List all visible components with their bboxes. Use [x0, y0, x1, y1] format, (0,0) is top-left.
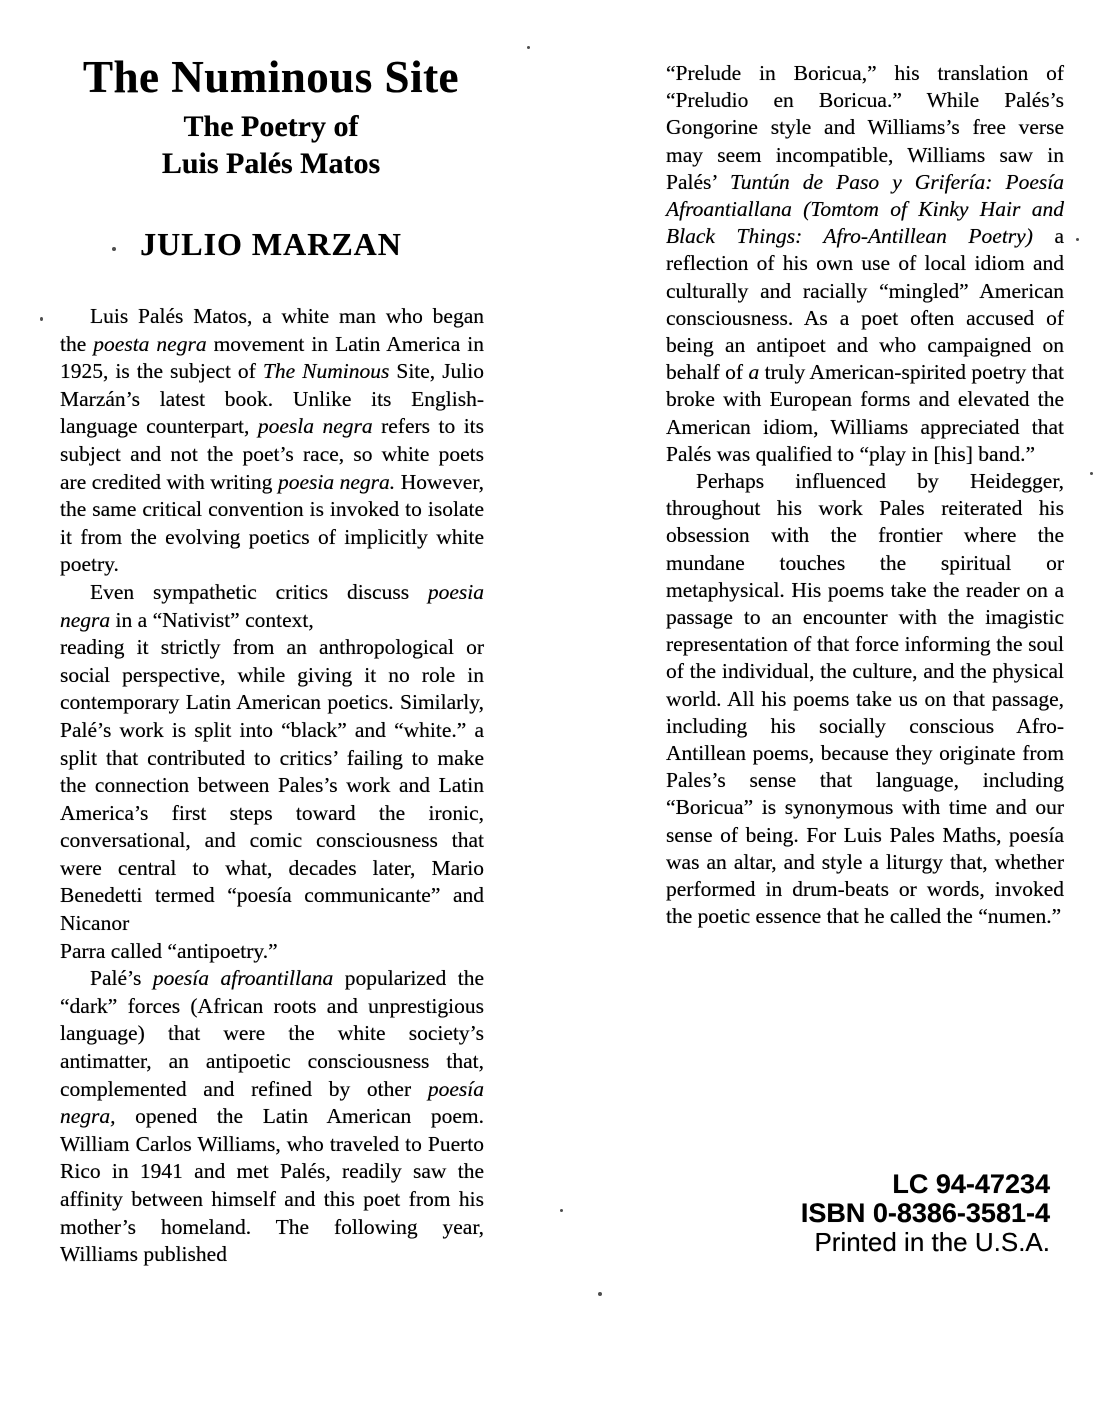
- italic-text-run: poesia negra.: [277, 469, 396, 494]
- text-run: opened the Latin American poem. William Carlos Williams, who traveled to Puerto Rico in 1941 and met Palés, readily saw the affinity between himself and this poet from his mother’s homeland. The following year, Williams published: [60, 1104, 484, 1267]
- paragraph: [60, 634, 484, 938]
- paragraph: [666, 60, 1064, 468]
- isbn-number: ISBN 0-8386-3581-4: [800, 1198, 1050, 1228]
- text-run: Perhaps influenced by Heidegger, throughout his work Pales reiterated his obsession with the frontier where the mundane touches the spiritual or metaphysical. His poems take the reader on a passage to an encounter with the imagistic representation of that force informing the soul of the individual, the culture, and the physical world. All his poems take us on that passage, including his socially conscious Afro-Antillean poems, because they originate from Pales’s sense that language, including “Boricua” is synonymous with time and our sense of being. For Luis Pales Maths, poesía was an altar, and style a liturgy that, whether performed in drum-beats or words, invoked the poetic essence that he called the “numen.”: [666, 469, 1064, 929]
- text-run: popularized the “dark” forces (African roots and unprestigious language) that were the white society’s antimatter, an antipoetic consciousness that, complemented and refined by other: [60, 966, 484, 1101]
- page-subtitle-line1: The Poetry of: [183, 110, 359, 143]
- italic-text-run: poesía negra,: [60, 1076, 484, 1129]
- scan-speck: [560, 1209, 563, 1212]
- text-run: refers to its subject and not the poet’s race, so white poets are credited with writing: [60, 414, 485, 494]
- italic-text-run: The Numinous: [262, 359, 390, 384]
- scan-speck: [1090, 472, 1093, 475]
- paragraph: [666, 468, 1064, 930]
- left-column-text: [60, 303, 484, 1269]
- text-run: reading it strictly from an anthropological or social perspective, while giving it no role in contemporary Latin American poetics. Similarly, Palé’s work is split into “black” and “white.” a split that contributed to critics’ failing to make the connection between Pales’s work and Latin America’s first steps toward the ironic, conversational, and comic consciousness that were central to what, decades later, Mario Benedetti termed “poesía communicante” and Nicanor: [60, 635, 484, 936]
- page-title: The Numinous Site: [82, 52, 460, 102]
- page-subtitle-line2: Luis Palés Matos: [161, 147, 381, 180]
- paragraph: [60, 965, 484, 1269]
- italic-text-run: poesía afroantillana: [152, 966, 334, 991]
- paragraph: [60, 938, 484, 966]
- paragraph: [60, 303, 484, 579]
- paragraph: [60, 579, 484, 634]
- right-column-text: [666, 60, 1064, 931]
- lc-number: LC 94-47234: [892, 1169, 1050, 1199]
- scan-speck: [1076, 238, 1079, 241]
- italic-text-run: a: [748, 360, 760, 385]
- text-run: Even sympathetic critics discuss: [90, 579, 428, 604]
- text-run: “Prelude in Boricua,” his translation of “Preludio en Boricua.” While Palés’s Gongorine style and Williams’s free verse may seem incompatible, Williams saw in Palés’: [666, 61, 1064, 194]
- text-run: However, the same critical convention is invoked to isolate it from the evolving poetics of implicitly white poetry.: [60, 469, 485, 577]
- text-run: in a “Nativist” context,: [110, 607, 314, 632]
- italic-text-run: poesta negra: [93, 331, 207, 356]
- scan-speck: [527, 46, 530, 49]
- imprint-block: [690, 1170, 1050, 1257]
- scan-speck: [40, 317, 43, 321]
- italic-text-run: poesla negra: [257, 414, 373, 439]
- printed-in-usa: Printed in the U.S.A.: [814, 1227, 1050, 1257]
- header-block: [56, 52, 486, 262]
- text-run: movement in Latin America in 1925, is the subject of: [60, 331, 484, 384]
- text-run: a reflection of his own use of local idiom and culturally and racially “mingled” American consciousness. As a poet often accused of being an antipoet and who campaigned on behalf of: [666, 224, 1064, 385]
- text-run: Palé’s: [90, 966, 153, 991]
- text-run: Parra called “antipoetry.”: [60, 938, 278, 963]
- text-run: truly American-spirited poetry that broke with European forms and elevated the American idiom, Williams appreciated that Palés was qualified to “play in [his] band.”: [666, 360, 1064, 466]
- italic-text-run: Tuntún de Paso y Grifería: Poesía Afroantiallana (Tomtom of Kinky Hair and Black Things: Afro-Antillean Poetry): [666, 169, 1064, 249]
- text-run: Luis Palés Matos, a white man who began the: [60, 304, 484, 356]
- text-run: Site, Julio Marzán’s latest book. Unlike its English-language counterpart,: [60, 359, 485, 439]
- scan-speck: [598, 1292, 602, 1296]
- author-name: JULIO MARZAN: [140, 226, 402, 262]
- italic-text-run: poesia negra: [60, 579, 484, 632]
- scan-speck: [112, 247, 116, 251]
